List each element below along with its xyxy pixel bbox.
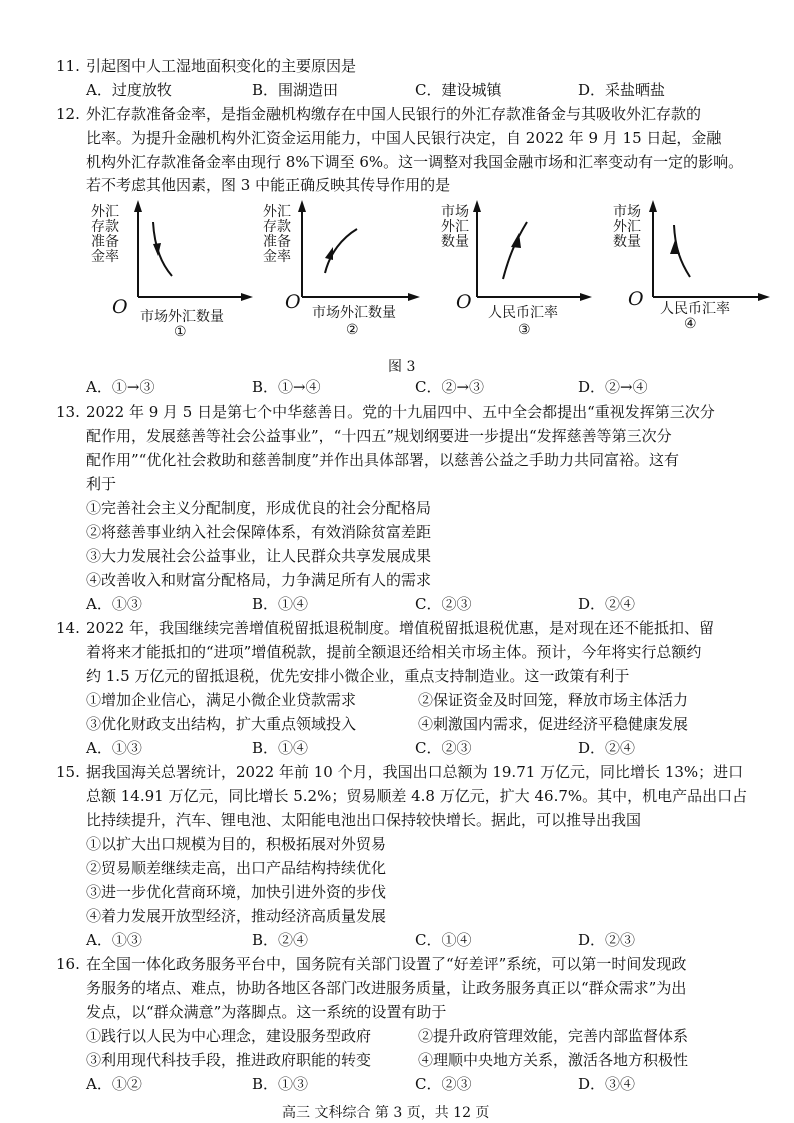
panel-3-curve — [503, 222, 527, 279]
figure-3-caption: 图 3 — [388, 359, 416, 375]
q15-item-4: ④着力发展开放型经济，推动经济高质量发展 — [86, 907, 387, 925]
q16-option-c[interactable]: C．②③ — [415, 1075, 472, 1093]
q13-number: 13. — [56, 403, 80, 421]
q13-item-3: ③大力发展社会公益事业，让人民群众共享发展成果 — [86, 547, 432, 565]
q14-line-3: 约 1.5 万亿元的留抵退税，优先安排小微企业，重点支持制造业。这一政策有利于 — [86, 667, 630, 685]
q11-text: 引起图中人工湿地面积变化的主要原因是 — [86, 57, 357, 75]
q13-option-a[interactable]: A．①③ — [86, 595, 142, 613]
q11-option-d[interactable]: D．采盐晒盐 — [578, 81, 666, 99]
q15-item-2: ②贸易顺差继续走高，出口产品结构持续优化 — [86, 859, 387, 877]
q14-option-c[interactable]: C．②③ — [415, 739, 472, 757]
q12-option-c[interactable]: C．②→③ — [415, 378, 485, 396]
q13-item-2: ②将慈善事业纳入社会保障体系，有效消除贫富差距 — [86, 523, 432, 541]
q14-text-1: 2022 年，我国继续完善增值税留抵退税制度。增值税留抵退税优惠，是对现在还不能抵扣、留 — [86, 619, 714, 637]
q12-line-3: 机构外汇存款准备金率由现行 8%下调至 6%。这一调整对我国金融市场和汇率变动有一定的影响。 — [86, 153, 744, 171]
q13-text-1: 2022 年 9 月 5 日是第七个中华慈善日。党的十九届四中、五中全会都提出“重视发挥第三次分 — [86, 403, 715, 421]
page-footer: 高三 文科综合 第 3 页，共 12 页 — [282, 1105, 490, 1121]
q11-option-a[interactable]: A．过度放牧 — [86, 81, 172, 99]
q16-item-2: ②提升政府管理效能，完善内部监督体系 — [418, 1027, 689, 1045]
q16-line-2: 务服务的堵点、难点，协助各地区各部门改进服务质量，让政务服务真正以“群众需求”为出 — [86, 979, 687, 997]
panel-2-origin: O — [285, 291, 301, 313]
q12-number: 12. — [56, 105, 80, 123]
q12-option-a[interactable]: A．①→③ — [86, 378, 155, 396]
panel-1-xlabel: 市场外汇数量 — [140, 309, 224, 325]
q14-item-1: ①增加企业信心，满足小微企业贷款需求 — [86, 691, 357, 709]
q13-item-4: ④改善收入和财富分配格局，力争满足所有人的需求 — [86, 571, 432, 589]
q14-item-3: ③优化财政支出结构，扩大重点领域投入 — [86, 715, 357, 733]
panel-2-number: ② — [346, 322, 359, 338]
q12-text-1: 外汇存款准备金率，是指金融机构缴存在中国人民银行的外汇存款准备金与其吸收外汇存款的 — [86, 105, 702, 123]
q14-line-2: 着将来才能抵扣的“进项”增值税款，提前全额退还给相关市场主体。预计，今年将实行总额约 — [86, 643, 702, 661]
q15-option-b[interactable]: B．②④ — [252, 931, 309, 949]
panel-4-number: ④ — [684, 316, 697, 332]
q15-text-1: 据我国海关总署统计，2022 年前 10 个月，我国出口总额为 19.71 万亿元，同比增长 13%；进口 — [86, 763, 744, 781]
panel-1-ylabel: 外汇 存款 准备 金率 — [91, 204, 119, 265]
q12-line-4: 若不考虑其他因素，图 3 中能正确反映其传导作用的是 — [86, 176, 451, 194]
panel-4-arrow — [670, 240, 680, 254]
q13-line-4: 利于 — [86, 475, 117, 493]
panel-4-ylabel: 市场 外汇 数量 — [613, 204, 641, 250]
q13-line-3: 配作用”“优化社会救助和慈善制度”并作出具体部署，以慈善公益之手助力共同富裕。这有 — [86, 451, 680, 469]
panel-1-number: ① — [174, 324, 187, 340]
q14-item-2: ②保证资金及时回笼，释放市场主体活力 — [418, 691, 689, 709]
panel-2-axes — [298, 200, 420, 301]
panel-4-origin: O — [628, 288, 644, 310]
q16-option-d[interactable]: D．③④ — [578, 1075, 636, 1093]
q15-option-c[interactable]: C．①④ — [415, 931, 472, 949]
panel-2-curve — [325, 229, 357, 273]
panel-2-xlabel: 市场外汇数量 — [312, 305, 396, 321]
q13-line-1 — [56, 405, 715, 420]
q15-line-3: 比持续提升，汽车、锂电池、太阳能电池出口保持较快增长。据此，可以推导出我国 — [86, 811, 642, 829]
q15-line-1 — [56, 765, 743, 780]
q14-line-1 — [56, 621, 714, 636]
panel-3-xlabel: 人民币汇率 — [488, 305, 558, 321]
q16-line-1 — [56, 957, 686, 972]
figure-3 — [0, 0, 794, 400]
panel-3-ylabel: 市场 外汇 数量 — [441, 204, 469, 250]
q13-item-1: ①完善社会主义分配制度，形成优良的社会分配格局 — [86, 499, 432, 517]
q16-text-1: 在全国一体化政务服务平台中，国务院有关部门设置了“好差评”系统，可以第一时间发现政 — [86, 955, 687, 973]
q15-option-a[interactable]: A．①③ — [86, 931, 142, 949]
q11-number: 11. — [56, 57, 80, 75]
q15-number: 15. — [56, 763, 80, 781]
q16-option-b[interactable]: B．①③ — [252, 1075, 309, 1093]
q12-option-d[interactable]: D．②→④ — [578, 378, 648, 396]
panel-2-arrow — [325, 247, 333, 260]
q15-item-1: ①以扩大出口规模为目的，积极拓展对外贸易 — [86, 835, 387, 853]
q15-option-d[interactable]: D．②③ — [578, 931, 636, 949]
panel-1-origin: O — [112, 296, 128, 318]
q11-option-c[interactable]: C．建设城镇 — [415, 81, 502, 99]
q15-line-2: 总额 14.91 万亿元，同比增长 5.2%；贸易顺差 4.8 万亿元，扩大 46.7%。其中，机电产品出口占 — [86, 787, 748, 805]
q12-line-2: 比率。为提升金融机构外汇资金运用能力，中国人民银行决定，自 2022 年 9 月 15 日起，金融 — [86, 129, 722, 147]
q14-number: 14. — [56, 619, 80, 637]
panel-1-axes — [134, 200, 253, 301]
q12-option-b[interactable]: B．①→④ — [252, 378, 321, 396]
panel-2-ylabel: 外汇 存款 准备 金率 — [263, 204, 291, 265]
q13-option-d[interactable]: D．②④ — [578, 595, 636, 613]
q16-line-3: 发点，以“群众满意”为落脚点。这一系统的设置有助于 — [86, 1003, 447, 1021]
q13-option-c[interactable]: C．②③ — [415, 595, 472, 613]
panel-3-axes — [473, 200, 592, 301]
panel-4-xlabel: 人民币汇率 — [660, 301, 730, 317]
q16-number: 16. — [56, 955, 80, 973]
q15-item-3: ③进一步优化营商环境，加快引进外资的步伐 — [86, 883, 387, 901]
panel-3-number: ③ — [518, 322, 531, 338]
q16-item-3: ③利用现代科技手段，推进政府职能的转变 — [86, 1051, 372, 1069]
figure-3-axes — [0, 0, 794, 400]
q13-line-2: 配作用，发展慈善等社会公益事业”，“十四五”规划纲要进一步提出“发挥慈善等第三次分 — [86, 427, 672, 445]
q13-option-b[interactable]: B．①④ — [252, 595, 309, 613]
q14-option-a[interactable]: A．①③ — [86, 739, 142, 757]
q14-option-d[interactable]: D．②④ — [578, 739, 636, 757]
q11-option-b[interactable]: B．围湖造田 — [252, 81, 339, 99]
q14-item-4: ④刺激国内需求，促进经济平稳健康发展 — [418, 715, 689, 733]
q14-option-b[interactable]: B．①④ — [252, 739, 309, 757]
panel-4-axes — [649, 200, 770, 301]
q16-option-a[interactable]: A．①② — [86, 1075, 142, 1093]
q16-item-4: ④理顺中央地方关系，激活各地方积极性 — [418, 1051, 689, 1069]
q16-item-1: ①践行以人民为中心理念，建设服务型政府 — [86, 1027, 372, 1045]
panel-3-origin: O — [456, 291, 472, 313]
